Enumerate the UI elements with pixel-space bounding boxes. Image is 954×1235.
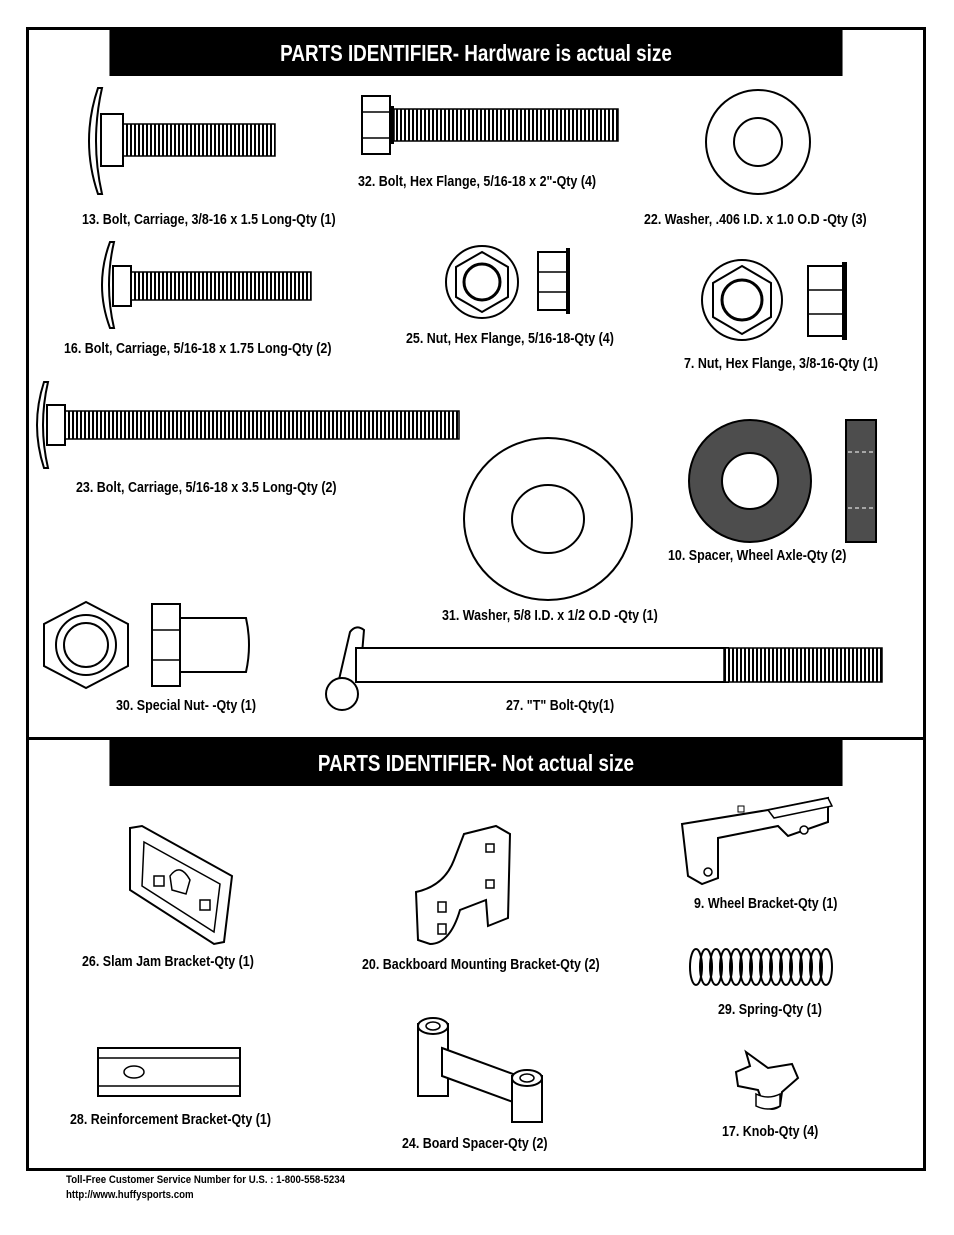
part-label-20: 20. Backboard Mounting Bracket-Qty (2)	[362, 957, 600, 973]
carriage-bolt-16-drawing	[94, 240, 316, 330]
washer-22-drawing	[704, 88, 812, 196]
slam-jam-bracket-26-drawing	[124, 824, 236, 944]
wheel-bracket-9-drawing	[678, 792, 834, 890]
board-spacer-24-drawing	[412, 1016, 552, 1130]
part-label-29: 29. Spring-Qty (1)	[718, 1002, 822, 1018]
spring-29-drawing	[688, 946, 834, 988]
backboard-mounting-bracket-20-drawing	[414, 824, 514, 948]
part-label-25: 25. Nut, Hex Flange, 5/16-18-Qty (4)	[406, 331, 614, 347]
hex-flange-bolt-32-drawing	[360, 92, 622, 158]
website-url[interactable]: http://www.huffysports.com	[66, 1189, 194, 1201]
part-label-17: 17. Knob-Qty (4)	[722, 1124, 819, 1140]
wheel-axle-spacer-10-drawing	[688, 418, 880, 546]
section-title-actual-size: PARTS IDENTIFIER- Hardware is actual size	[109, 30, 842, 76]
part-label-7: 7. Nut, Hex Flange, 3/8-16-Qty (1)	[684, 356, 879, 372]
part-label-28: 28. Reinforcement Bracket-Qty (1)	[70, 1112, 271, 1128]
part-label-26: 26. Slam Jam Bracket-Qty (1)	[82, 954, 254, 970]
part-label-13: 13. Bolt, Carriage, 3/8-16 x 1.5 Long-Qty (1)	[82, 212, 336, 228]
part-label-16: 16. Bolt, Carriage, 5/16-18 x 1.75 Long-Qty (2)	[64, 341, 332, 357]
customer-service-phone: Toll-Free Customer Service Number for U.S. : 1-800-558-5234	[66, 1174, 346, 1186]
special-nut-30-drawing	[40, 600, 260, 690]
part-label-9: 9. Wheel Bracket-Qty (1)	[694, 896, 838, 912]
section-title-not-actual-size: PARTS IDENTIFIER- Not actual size	[109, 740, 842, 786]
carriage-bolt-23-drawing	[32, 380, 464, 470]
knob-17-drawing	[732, 1048, 800, 1112]
carriage-bolt-13-drawing	[78, 86, 283, 196]
part-label-30: 30. Special Nut- -Qty (1)	[116, 698, 256, 714]
part-label-31: 31. Washer, 5/8 I.D. x 1/2 O.D -Qty (1)	[442, 608, 658, 624]
part-label-27: 27. "T" Bolt-Qty(1)	[506, 698, 615, 714]
part-label-32: 32. Bolt, Hex Flange, 5/16-18 x 2"-Qty (4)	[358, 174, 597, 190]
washer-31-drawing	[462, 436, 634, 602]
part-label-22: 22. Washer, .406 I.D. x 1.0 O.D -Qty (3)	[644, 212, 867, 228]
part-label-23: 23. Bolt, Carriage, 5/16-18 x 3.5 Long-Qty (2)	[76, 480, 337, 496]
reinforcement-bracket-28-drawing	[94, 1044, 244, 1100]
part-label-10: 10. Spacer, Wheel Axle-Qty (2)	[668, 548, 847, 564]
part-label-24: 24. Board Spacer-Qty (2)	[402, 1136, 548, 1152]
hex-flange-nut-25-drawing	[444, 244, 574, 320]
hex-flange-nut-7-drawing	[700, 258, 854, 346]
